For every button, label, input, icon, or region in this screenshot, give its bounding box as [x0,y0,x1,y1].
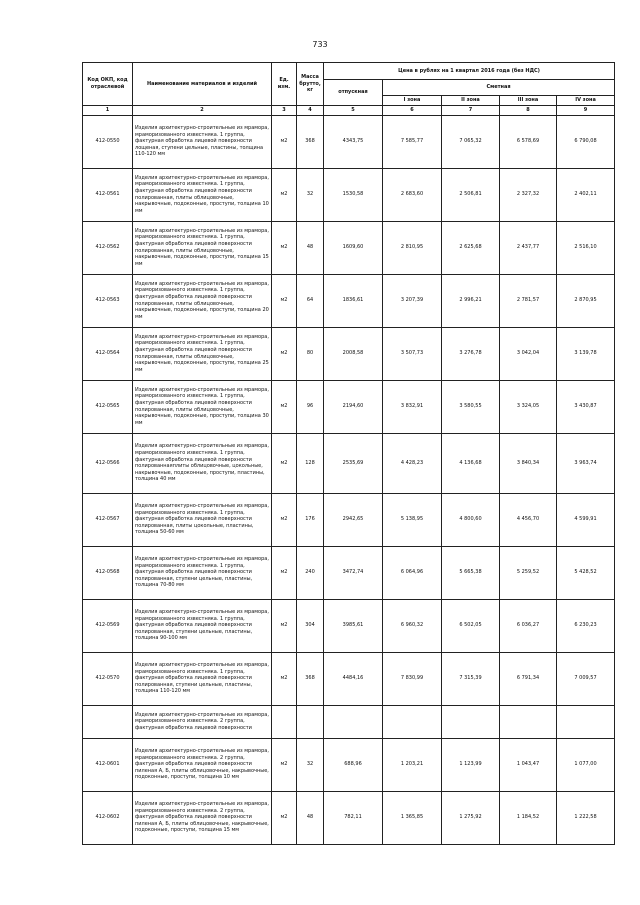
header-price-title: Цена в рублях на 1 квартал 2016 года (без НДС) [324,63,615,80]
column-number: 4 [297,106,324,116]
cell-mass: 32 [297,738,324,791]
cell-release-price [324,705,383,738]
group-heading-row [83,705,615,738]
cell-zone4-price [557,705,615,738]
column-number: 9 [557,106,615,116]
column-number: 3 [272,106,297,116]
cell-zone3-price: 6 578,69 [500,115,557,168]
cell-zone1-price: 2 810,95 [383,221,442,274]
column-number: 5 [324,106,383,116]
cell-code: 412-0569 [83,599,133,652]
cell-zone2-price: 3 580,55 [442,380,500,433]
cell-zone4-price: 1 077,00 [557,738,615,791]
cell-release-price: 782,11 [324,791,383,844]
cell-zone2-price: 5 665,38 [442,546,500,599]
cell-name: Изделия архитектурно-строительные из мрамора, мраморизованного известняка. 2 группа, фактурная обработка лицевой поверхности пиленая А, Б, плиты облицовочные, накрывочные, подоконные, проступи, толщина 10 мм [133,738,272,791]
cell-zone1-price: 3 507,73 [383,327,442,380]
cell-unit: м2 [272,546,297,599]
cell-zone3-price: 4 456,70 [500,493,557,546]
table-row [83,738,615,791]
cell-mass: 80 [297,327,324,380]
column-number: 1 [83,106,133,116]
cell-zone4-price: 1 222,58 [557,791,615,844]
cell-code: 412-0601 [83,738,133,791]
cell-code: 412-0567 [83,493,133,546]
cell-name: Изделия архитектурно-строительные из мрамора, мраморизованного известняка. 2 группа, фактурная обработка лицевой поверхности [133,705,272,738]
cell-unit: м2 [272,652,297,705]
cell-zone2-price: 6 502,05 [442,599,500,652]
table-row [83,380,615,433]
cell-mass: 32 [297,168,324,221]
cell-name: Изделия архитектурно-строительные из мрамора, мраморизованного известняка. 1 группа, фактурная обработка лицевой поверхности полированная, ступени цельные, пластины, толщина 110-120 мм [133,652,272,705]
header-code: Код ОКП, код отраслевой [83,63,133,106]
cell-release-price: 688,96 [324,738,383,791]
cell-zone1-price: 6 960,32 [383,599,442,652]
cell-zone1-price: 7 830,99 [383,652,442,705]
cell-zone1-price: 3 832,91 [383,380,442,433]
cell-mass: 48 [297,791,324,844]
column-number: 2 [133,106,272,116]
cell-name: Изделия архитектурно-строительные из мрамора, мраморизованного известняка. 1 группа, фактурная обработка лицевой поверхности полированная, ступени цельные, пластины, толщина 90-100 мм [133,599,272,652]
cell-unit: м2 [272,493,297,546]
cell-zone1-price: 4 428,23 [383,433,442,493]
cell-zone1-price: 1 203,21 [383,738,442,791]
cell-unit: м2 [272,327,297,380]
table-row [83,599,615,652]
header-zone-1: I зона [383,96,442,106]
cell-mass: 48 [297,221,324,274]
cell-name: Изделия архитектурно-строительные из мрамора, мраморизованного известняка. 1 группа, фактурная обработка лицевой поверхности полированная, плиты облицовочные, накрывочные, подоконные, проступи, толщина 25 мм [133,327,272,380]
cell-unit: м2 [272,380,297,433]
cell-mass: 304 [297,599,324,652]
cell-zone1-price: 3 207,39 [383,274,442,327]
cell-mass: 64 [297,274,324,327]
cell-zone3-price: 6 036,27 [500,599,557,652]
cell-zone2-price: 4 136,68 [442,433,500,493]
cell-unit: м2 [272,274,297,327]
cell-release-price: 2535,69 [324,433,383,493]
cell-zone2-price: 7 065,32 [442,115,500,168]
header-mass: Масса брутто, кг [297,63,324,106]
cell-unit: м2 [272,791,297,844]
cell-zone4-price: 6 230,23 [557,599,615,652]
table-row [83,115,615,168]
cell-name: Изделия архитектурно-строительные из мрамора, мраморизованного известняка. 1 группа, фактурная обработка лицевой поверхности полированнаяплиты облицовочные, цокольные, накрывочные, подоконные, проступи, пластины, толщина 40 мм [133,433,272,493]
cell-name: Изделия архитектурно-строительные из мрамора, мраморизованного известняка. 1 группа, фактурная обработка лицевой поверхности полированная, плиты облицовочные, накрывочные, подоконные, проступи, толщина 30 мм [133,380,272,433]
cell-zone4-price: 2 516,10 [557,221,615,274]
cell-code: 412-0568 [83,546,133,599]
cell-zone1-price: 7 585,77 [383,115,442,168]
cell-mass: 176 [297,493,324,546]
header-estimate: Сметная [383,80,615,96]
cell-code: 412-0563 [83,274,133,327]
cell-release-price: 1609,60 [324,221,383,274]
cell-unit: м2 [272,115,297,168]
header-zone-4: IV зона [557,96,615,106]
cell-zone3-price: 3 324,05 [500,380,557,433]
cell-release-price: 3985,61 [324,599,383,652]
header-name: Наименование материалов и изделий [133,63,272,106]
table-row [83,433,615,493]
cell-mass: 368 [297,115,324,168]
cell-zone4-price: 3 430,87 [557,380,615,433]
column-number: 8 [500,106,557,116]
cell-unit: м2 [272,738,297,791]
cell-zone2-price: 3 276,78 [442,327,500,380]
page-number: 733 [312,40,328,49]
table-row [83,791,615,844]
cell-mass: 240 [297,546,324,599]
cell-mass: 128 [297,433,324,493]
cell-name: Изделия архитектурно-строительные из мрамора, мраморизованного известняка. 2 группа, фактурная обработка лицевой поверхности пиленая А, Б, плиты облицовочные, накрывочные, подоконные, проступи, толщина 15 мм [133,791,272,844]
cell-zone2-price [442,705,500,738]
cell-release-price: 4343,75 [324,115,383,168]
cell-release-price: 1530,58 [324,168,383,221]
cell-zone3-price: 6 791,34 [500,652,557,705]
cell-zone4-price: 7 009,57 [557,652,615,705]
cell-zone2-price: 2 506,81 [442,168,500,221]
cell-zone4-price: 3 139,78 [557,327,615,380]
cell-zone1-price: 2 683,60 [383,168,442,221]
cell-name: Изделия архитектурно-строительные из мрамора, мраморизованного известняка. 1 группа, фактурная обработка лицевой поверхности полированная, плиты облицовочные, накрывочные, подоконные, проступи, толщина 10 мм [133,168,272,221]
cell-zone4-price: 4 599,91 [557,493,615,546]
column-number-row [83,106,615,116]
cell-code: 412-0565 [83,380,133,433]
cell-release-price: 3472,74 [324,546,383,599]
header-zone-2: II зона [442,96,500,106]
cell-code [83,705,133,738]
cell-zone1-price [383,705,442,738]
cell-zone2-price: 4 800,60 [442,493,500,546]
cell-release-price: 2008,58 [324,327,383,380]
cell-zone4-price: 2 870,95 [557,274,615,327]
cell-zone3-price: 1 184,52 [500,791,557,844]
column-number: 6 [383,106,442,116]
cell-code: 412-0562 [83,221,133,274]
cell-zone1-price: 1 365,85 [383,791,442,844]
cell-zone4-price: 5 428,52 [557,546,615,599]
cell-code: 412-0566 [83,433,133,493]
cell-release-price: 4484,16 [324,652,383,705]
cell-unit [272,705,297,738]
cell-unit: м2 [272,168,297,221]
price-table [82,62,615,845]
cell-unit: м2 [272,433,297,493]
cell-zone3-price [500,705,557,738]
cell-release-price: 2942,65 [324,493,383,546]
cell-zone2-price: 2 996,21 [442,274,500,327]
cell-zone3-price: 2 781,57 [500,274,557,327]
cell-code: 412-0602 [83,791,133,844]
cell-name: Изделия архитектурно-строительные из мрамора, мраморизованного известняка. 1 группа, фактурная обработка лицевой поверхности полированная, плиты облицовочные, накрывочные, подоконные, проступи, толщина 15 мм [133,221,272,274]
table-row [83,493,615,546]
cell-zone1-price: 6 064,96 [383,546,442,599]
cell-zone1-price: 5 138,95 [383,493,442,546]
column-number: 7 [442,106,500,116]
table-row [83,652,615,705]
header-release: отпускная [324,80,383,106]
cell-zone4-price: 3 963,74 [557,433,615,493]
cell-code: 412-0561 [83,168,133,221]
cell-zone3-price: 5 259,52 [500,546,557,599]
cell-code: 412-0570 [83,652,133,705]
table-body [83,115,615,844]
cell-release-price: 2194,60 [324,380,383,433]
cell-zone4-price: 6 790,08 [557,115,615,168]
cell-name: Изделия архитектурно-строительные из мрамора, мраморизованного известняка. 1 группа, фактурная обработка лицевой поверхности полированная, плиты цокольные, пластины, толщина 50-60 мм [133,493,272,546]
cell-code: 412-0564 [83,327,133,380]
table-row [83,221,615,274]
cell-mass: 368 [297,652,324,705]
cell-zone2-price: 7 315,39 [442,652,500,705]
cell-zone3-price: 1 043,47 [500,738,557,791]
cell-mass [297,705,324,738]
cell-zone2-price: 1 275,92 [442,791,500,844]
cell-zone2-price: 2 625,68 [442,221,500,274]
cell-name: Изделия архитектурно-строительные из мрамора, мраморизованного известняка. 1 группа, фактурная обработка лицевой поверхности полированная, ступени цельные, пластины, толщина 70-80 мм [133,546,272,599]
cell-mass: 96 [297,380,324,433]
table-row [83,274,615,327]
header-zone-3: III зона [500,96,557,106]
cell-zone2-price: 1 123,99 [442,738,500,791]
cell-unit: м2 [272,221,297,274]
header-unit: Ед. изм. [272,63,297,106]
table-row [83,168,615,221]
cell-zone3-price: 2 327,32 [500,168,557,221]
cell-zone4-price: 2 402,11 [557,168,615,221]
cell-name: Изделия архитектурно-строительные из мрамора, мраморизованного известняка. 1 группа, фактурная обработка лицевой поверхности лощеная, ступени цельные, пластины, толщина 110-120 мм [133,115,272,168]
cell-zone3-price: 2 437,77 [500,221,557,274]
table-row [83,327,615,380]
cell-release-price: 1836,61 [324,274,383,327]
cell-name: Изделия архитектурно-строительные из мрамора, мраморизованного известняка. 1 группа, фактурная обработка лицевой поверхности полированная, плиты облицовочные, накрывочные, подоконные, проступи, толщина 20 мм [133,274,272,327]
cell-unit: м2 [272,599,297,652]
table-row [83,546,615,599]
cell-zone3-price: 3 042,04 [500,327,557,380]
cell-code: 412-0550 [83,115,133,168]
cell-zone3-price: 3 840,34 [500,433,557,493]
